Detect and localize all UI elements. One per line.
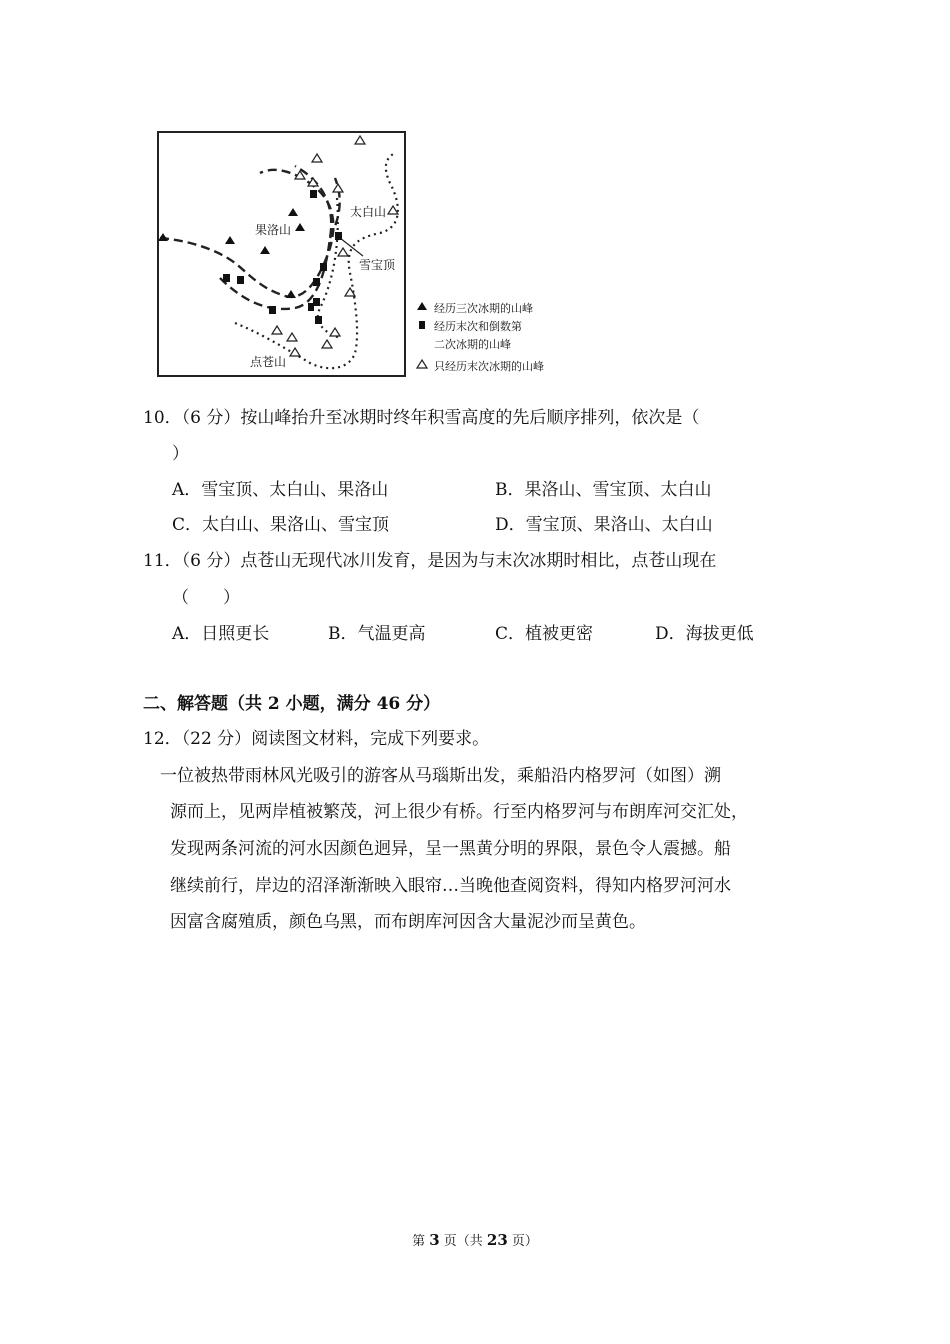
legend-two-glaciations-line1: 经历末次和倒数第 — [434, 320, 522, 333]
question-10-stem-close: ） — [172, 444, 189, 464]
q11-option-a: A．日照更长 — [172, 624, 270, 644]
question-11-stem — [143, 553, 716, 570]
question-text: 阅读图文材料，完成下列要求。 — [251, 729, 490, 749]
passage-line-3: 发现两条河流的河水因颜色迥异，呈一黑黄分明的界限，景色令人震撼。船 — [170, 839, 731, 859]
legend-two-glaciations-line2: 二次冰期的山峰 — [434, 338, 511, 351]
glacier-map-figure — [155, 128, 575, 378]
peaks-two-glaciations — [223, 190, 342, 324]
question-10-stem — [143, 410, 699, 427]
section-2-title: 二、解答题（共 2 小题，满分 46 分） — [143, 694, 441, 714]
q10-option-b: B．果洛山、雪宝顶、太白山 — [495, 480, 712, 500]
peaks-last-glaciation — [272, 136, 398, 356]
question-score: （6 分） — [181, 551, 241, 571]
dashed-boundary-lines — [160, 166, 340, 309]
label-taibaishan: 太白山 — [350, 205, 387, 219]
q11-option-c: C．植被更密 — [495, 624, 594, 644]
question-score: （6 分） — [181, 408, 241, 428]
map-frame — [158, 132, 405, 376]
footer-total-pages: 23 — [486, 1231, 508, 1249]
passage-line-4: 继续前行，岸边的沼泽渐渐映入眼帘…当晚他查阅资料，得知内格罗河河水 — [170, 876, 731, 896]
legend-three-glaciations: 经历三次冰期的山峰 — [434, 302, 533, 315]
passage-line-5: 因富含腐殖质，颜色乌黑，而布朗库河因含大量泥沙而呈黄色。 — [170, 912, 646, 932]
label-guoluoshan: 果洛山 — [255, 223, 292, 237]
footer-middle: 页（共 — [439, 1234, 487, 1249]
q11-option-b: B．气温更高 — [328, 624, 426, 644]
passage-line-2: 源而上，见两岸植被繁茂，河上很少有桥。行至内格罗河与布朗库河交汇处， — [170, 802, 748, 822]
label-diancangshan: 点苍山 — [250, 355, 287, 369]
question-score: （22 分） — [181, 729, 252, 749]
q11-option-d: D．海拔更低 — [655, 624, 754, 644]
footer-suffix: 页） — [507, 1234, 538, 1249]
question-12-stem — [143, 731, 489, 748]
legend-last-glaciation: 只经历末次冰期的山峰 — [434, 360, 544, 373]
question-number: 12． — [143, 729, 182, 749]
glacier-map-svg — [155, 128, 575, 378]
footer-page-number: 3 — [429, 1231, 440, 1249]
legend-symbols — [417, 302, 427, 368]
question-number: 10． — [143, 408, 182, 428]
question-number: 11． — [143, 551, 182, 571]
question-11-blank: （ ） — [172, 588, 240, 608]
question-text: 按山峰抬升至冰期时终年积雪高度的先后顺序排列，依次是（ — [240, 408, 700, 428]
q10-option-d: D．雪宝顶、果洛山、太白山 — [495, 515, 713, 535]
passage-line-1: 一位被热带雨林风光吸引的游客从马瑙斯出发，乘船沿内格罗河（如图）溯 — [160, 766, 721, 786]
page-footer — [0, 1230, 950, 1249]
question-text: 点苍山无现代冰川发育，是因为与末次冰期时相比，点苍山现在 — [240, 551, 717, 571]
q10-option-c: C．太白山、果洛山、雪宝顶 — [172, 515, 390, 535]
footer-prefix: 第 — [412, 1234, 430, 1249]
q10-option-a: A．雪宝顶、太白山、果洛山 — [172, 480, 389, 500]
label-xuebaoding: 雪宝顶 — [359, 258, 396, 272]
